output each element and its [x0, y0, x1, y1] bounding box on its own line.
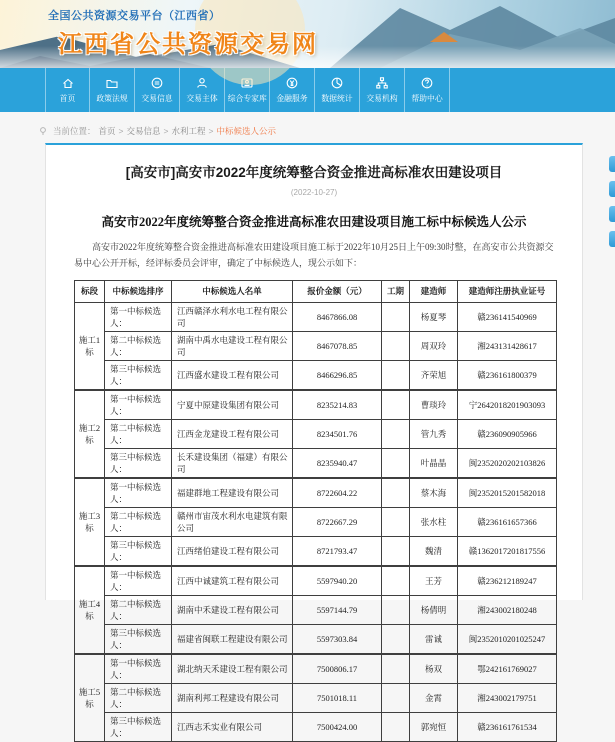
rank-cell: 第三中标候选人： — [105, 624, 172, 654]
rank-cell: 第二中标候选人： — [105, 595, 172, 624]
nav-label: 综合专家库 — [227, 93, 267, 103]
quick-tool-button[interactable] — [609, 156, 615, 172]
table-row — [75, 683, 557, 712]
col-header-builder: 建造师 — [410, 280, 458, 302]
lot-cell: 施工3标 — [75, 478, 105, 566]
lot-cell: 施工4标 — [75, 566, 105, 654]
license-cell: 赣236161657366 — [458, 507, 557, 536]
license-cell: 宁2642018201903093 — [458, 390, 557, 420]
rank-cell: 第二中标候选人： — [105, 507, 172, 536]
breadcrumb-link-trade-info[interactable]: 交易信息 — [126, 126, 161, 136]
license-cell: 闽2352010201025247 — [458, 624, 557, 654]
user-icon — [195, 76, 209, 90]
table-row — [75, 302, 557, 331]
price-cell: 8235940.47 — [293, 448, 382, 478]
nav-item-trade-info[interactable] — [135, 68, 180, 112]
company-cell: 江西金龙建设工程有限公司 — [172, 419, 293, 448]
rank-cell: 第一中标候选人： — [105, 654, 172, 684]
table-row — [75, 419, 557, 448]
table-row — [75, 448, 557, 478]
col-header-lot: 标段 — [75, 280, 105, 302]
license-cell: 赣236212189247 — [458, 566, 557, 596]
company-cell: 宁夏中原建设集团有限公司 — [172, 390, 293, 420]
notice-body: 高安市2022年度统筹整合资金推进高标准农田建设项目施工标于2022年10月25日上午09:30时整，在高安市公共资源交易中心公开开标，经评标委员会评审，确定了中标候选人，现公示如下： — [74, 242, 554, 268]
table-row — [75, 595, 557, 624]
table-row — [75, 712, 557, 741]
folder-icon — [105, 76, 119, 90]
main-nav — [0, 68, 615, 112]
duration-cell — [382, 448, 410, 478]
duration-cell — [382, 566, 410, 596]
builder-cell: 魏清 — [410, 536, 458, 566]
nav-item-policy[interactable] — [90, 68, 135, 112]
notice-subtitle: 高安市2022年度统筹整合资金推进高标准农田建设项目施工标中标候选人公示 — [101, 215, 527, 229]
company-cell: 江西盛水建设工程有限公司 — [172, 360, 293, 390]
builder-cell: 王芳 — [410, 566, 458, 596]
table-header-row — [75, 280, 557, 302]
platform-title: 全国公共资源交易平台（江西省） — [48, 10, 221, 22]
license-cell: 湘243131428617 — [458, 331, 557, 360]
article-panel — [45, 143, 583, 738]
org-chart-icon — [375, 76, 389, 90]
price-cell: 7500424.00 — [293, 712, 382, 741]
col-header-company: 中标候选人名单 — [172, 280, 293, 302]
table-row — [75, 566, 557, 596]
quick-tool-button[interactable] — [609, 181, 615, 197]
license-cell: 赣236161800379 — [458, 360, 557, 390]
builder-cell: 杨倩明 — [410, 595, 458, 624]
license-cell: 闽2352020202103826 — [458, 448, 557, 478]
breadcrumb-separator: > — [118, 126, 124, 136]
builder-cell: 周双玲 — [410, 331, 458, 360]
location-pin-icon — [38, 126, 48, 136]
builder-cell: 郭宛恒 — [410, 712, 458, 741]
col-header-rank: 中标候选排序 — [105, 280, 172, 302]
rank-cell: 第二中标候选人： — [105, 419, 172, 448]
rank-cell: 第三中标候选人： — [105, 712, 172, 741]
license-cell: 鄂242161769027 — [458, 654, 557, 684]
col-header-license: 建造师注册执业证号 — [458, 280, 557, 302]
price-cell: 8234501.76 — [293, 419, 382, 448]
lot-cell: 施工5标 — [75, 654, 105, 742]
price-cell: 8722667.29 — [293, 507, 382, 536]
duration-cell — [382, 390, 410, 420]
duration-cell — [382, 360, 410, 390]
table-row — [75, 507, 557, 536]
duration-cell — [382, 654, 410, 684]
yuan-icon — [285, 76, 299, 90]
builder-cell: 齐荣旭 — [410, 360, 458, 390]
table-row — [75, 536, 557, 566]
price-cell: 8235214.83 — [293, 390, 382, 420]
duration-cell — [382, 478, 410, 508]
builder-cell: 张水柱 — [410, 507, 458, 536]
bid-candidates-table — [74, 280, 557, 742]
company-cell: 福建群地工程建设有限公司 — [172, 478, 293, 508]
rank-cell: 第三中标候选人： — [105, 536, 172, 566]
rank-cell: 第一中标候选人： — [105, 302, 172, 331]
license-cell: 湘243002180248 — [458, 595, 557, 624]
rank-cell: 第二中标候选人： — [105, 331, 172, 360]
duration-cell — [382, 536, 410, 566]
price-cell: 8467866.08 — [293, 302, 382, 331]
price-cell: 8721793.47 — [293, 536, 382, 566]
price-cell: 8466296.85 — [293, 360, 382, 390]
site-logo-title[interactable]: 江西省公共资源交易网 — [58, 31, 318, 58]
nav-item-home[interactable] — [45, 68, 90, 112]
home-icon — [61, 76, 75, 90]
duration-cell — [382, 624, 410, 654]
quick-tool-button[interactable] — [609, 231, 615, 247]
builder-cell: 曹琰玲 — [410, 390, 458, 420]
site-banner — [0, 0, 615, 68]
quick-tool-button[interactable] — [609, 206, 615, 222]
nav-item-help[interactable] — [405, 68, 450, 112]
company-cell: 江西中诚建筑工程有限公司 — [172, 566, 293, 596]
builder-cell: 杨双 — [410, 654, 458, 684]
breadcrumb-label: 当前位置： — [53, 126, 96, 136]
builder-cell: 叶晶晶 — [410, 448, 458, 478]
company-cell: 湖南利邦工程建设有限公司 — [172, 683, 293, 712]
lot-cell: 施工2标 — [75, 390, 105, 478]
builder-cell: 杨夏琴 — [410, 302, 458, 331]
quick-tools-bar — [609, 156, 615, 247]
table-row — [75, 390, 557, 420]
nav-label: 交易主体 — [186, 93, 218, 103]
price-cell: 8722604.22 — [293, 478, 382, 508]
breadcrumb-current: 中标候选人公示 — [216, 126, 276, 136]
company-cell: 湖南中禾建设工程有限公司 — [172, 595, 293, 624]
table-row — [75, 478, 557, 508]
price-cell: 7501018.11 — [293, 683, 382, 712]
nav-label: 政策法规 — [96, 93, 128, 103]
rank-cell: 第三中标候选人： — [105, 360, 172, 390]
nav-label: 首页 — [59, 93, 76, 103]
nav-label: 交易机构 — [366, 93, 398, 103]
breadcrumb-separator: > — [163, 126, 169, 136]
company-cell: 江西绪伯建设工程有限公司 — [172, 536, 293, 566]
rank-cell: 第一中标候选人： — [105, 566, 172, 596]
builder-cell: 金霄 — [410, 683, 458, 712]
license-cell: 赣236141540969 — [458, 302, 557, 331]
license-cell: 闽2352015201582018 — [458, 478, 557, 508]
nav-item-statistics[interactable] — [315, 68, 360, 112]
col-header-price: 报价金额（元） — [293, 280, 382, 302]
nav-item-institutions[interactable] — [360, 68, 405, 112]
price-cell: 5597940.20 — [293, 566, 382, 596]
license-cell: 湘243002179751 — [458, 683, 557, 712]
builder-cell: 管九秀 — [410, 419, 458, 448]
breadcrumb-separator: > — [208, 126, 214, 136]
price-cell: 5597144.79 — [293, 595, 382, 624]
rank-cell: 第一中标候选人： — [105, 390, 172, 420]
table-row — [75, 654, 557, 684]
builder-cell: 蔡木海 — [410, 478, 458, 508]
license-cell: 赣1362017201817556 — [458, 536, 557, 566]
duration-cell — [382, 507, 410, 536]
table-row — [75, 624, 557, 654]
rank-cell: 第三中标候选人： — [105, 448, 172, 478]
lot-cell: 施工1标 — [75, 302, 105, 390]
duration-cell — [382, 331, 410, 360]
duration-cell — [382, 683, 410, 712]
list-circle-icon — [150, 76, 164, 90]
breadcrumb-link-home[interactable]: 首页 — [98, 126, 116, 136]
rank-cell: 第二中标候选人： — [105, 683, 172, 712]
breadcrumb-link-water-projects[interactable]: 水利工程 — [171, 126, 206, 136]
page-title: [高安市]高安市2022年度统筹整合资金推进高标准农田建设项目 — [125, 165, 503, 180]
company-cell: 江西赣泽水利水电工程有限公司 — [172, 302, 293, 331]
company-cell: 赣州市宙茂水利水电建筑有限公司 — [172, 507, 293, 536]
company-cell: 江西志禾实业有限公司 — [172, 712, 293, 741]
price-cell: 8467078.85 — [293, 331, 382, 360]
col-header-duration: 工期 — [382, 280, 410, 302]
breadcrumb — [0, 112, 615, 137]
table-row — [75, 331, 557, 360]
nav-label: 帮助中心 — [411, 93, 443, 103]
rank-cell: 第一中标候选人： — [105, 478, 172, 508]
builder-cell: 雷诚 — [410, 624, 458, 654]
nav-label: 交易信息 — [141, 93, 173, 103]
duration-cell — [382, 712, 410, 741]
company-cell: 湖南中禹水电建设工程有限公司 — [172, 331, 293, 360]
publish-date: (2022-10-27) — [290, 188, 338, 197]
duration-cell — [382, 595, 410, 624]
license-cell: 赣236090905966 — [458, 419, 557, 448]
help-icon — [420, 76, 434, 90]
company-cell: 湖北纳天禾建设工程有限公司 — [172, 654, 293, 684]
table-row — [75, 360, 557, 390]
company-cell: 长禾建设集团（福建）有限公司 — [172, 448, 293, 478]
price-cell: 7500806.17 — [293, 654, 382, 684]
company-cell: 福建省闽联工程建设有限公司 — [172, 624, 293, 654]
license-cell: 赣236161761534 — [458, 712, 557, 741]
price-cell: 5597303.84 — [293, 624, 382, 654]
nav-label: 数据统计 — [321, 93, 353, 103]
duration-cell — [382, 302, 410, 331]
nav-label: 金融服务 — [276, 93, 308, 103]
duration-cell — [382, 419, 410, 448]
pie-chart-icon — [330, 76, 344, 90]
